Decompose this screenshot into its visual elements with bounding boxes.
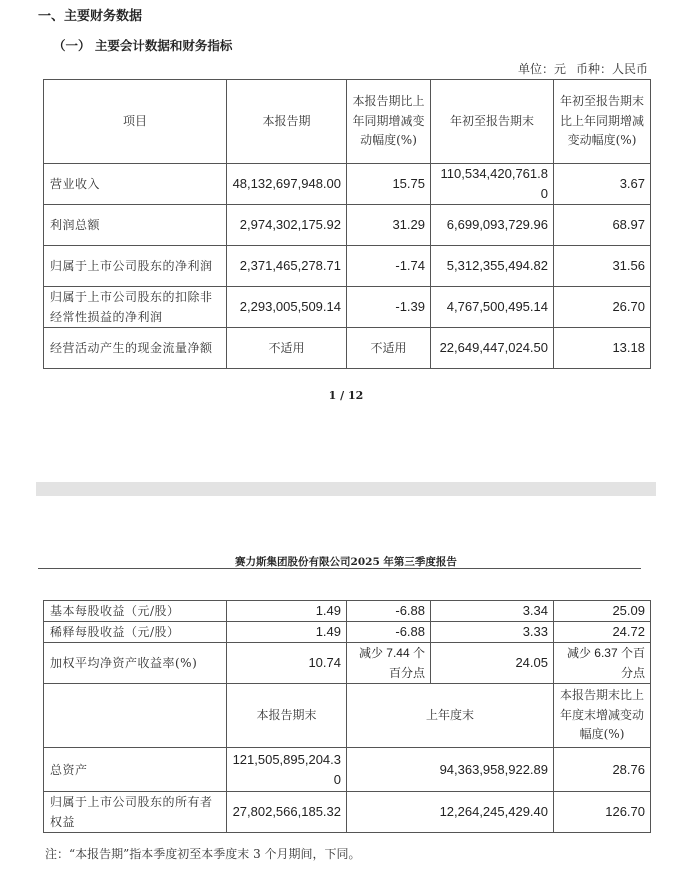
ytd-value: 4,767,500,495.14 bbox=[431, 287, 554, 328]
ytd-value: 22,649,447,024.50 bbox=[431, 328, 554, 369]
header-current-period: 本报告期 bbox=[227, 80, 347, 164]
current-value: 10.74 bbox=[227, 643, 347, 684]
balance-change: 28.76 bbox=[554, 748, 651, 792]
table-row bbox=[44, 164, 651, 205]
currency-label: 币种：人民币 bbox=[575, 62, 648, 76]
period-end-value: 27,802,566,185.32 bbox=[227, 792, 347, 833]
section-title: 一、主要财务数据 bbox=[38, 9, 143, 24]
page-header-title: 赛力斯集团股份有限公司2025 年第三季度报告 bbox=[235, 556, 457, 568]
ytd-value: 5,312,355,494.82 bbox=[431, 246, 554, 287]
current-change: -6.88 bbox=[347, 622, 431, 643]
current-value: 1.49 bbox=[227, 622, 347, 643]
balance-change: 126.70 bbox=[554, 792, 651, 833]
row-label: 总资产 bbox=[44, 748, 227, 792]
footnote: 注：“本报告期”指本季度初至本季度末 3 个月期间，下同。 bbox=[45, 847, 361, 861]
row-label: 营业收入 bbox=[44, 164, 227, 205]
ytd-change: 3.67 bbox=[554, 164, 651, 205]
current-change: -1.74 bbox=[347, 246, 431, 287]
table-row bbox=[44, 287, 651, 328]
continued-financial-data-table bbox=[43, 600, 651, 833]
current-value: 2,371,465,278.71 bbox=[227, 246, 347, 287]
row-label: 归属于上市公司股东的所有者权益 bbox=[44, 792, 227, 833]
table-row bbox=[44, 205, 651, 246]
table-row bbox=[44, 748, 651, 792]
header-ytd: 年初至报告期末 bbox=[431, 80, 554, 164]
subsection-title: （一） 主要会计数据和财务指标 bbox=[53, 38, 233, 53]
unit-currency-line bbox=[400, 60, 648, 77]
header-balance-change: 本报告期末比上年度末增减变动幅度(%) bbox=[554, 684, 651, 748]
blank-header-cell bbox=[44, 684, 227, 748]
row-label: 基本每股收益（元/股） bbox=[44, 601, 227, 622]
current-value: 1.49 bbox=[227, 601, 347, 622]
balance-header-row bbox=[44, 684, 651, 748]
page-separator bbox=[36, 482, 656, 496]
header-item: 项目 bbox=[44, 80, 227, 164]
ytd-change: 68.97 bbox=[554, 205, 651, 246]
current-value: 2,293,005,509.14 bbox=[227, 287, 347, 328]
row-label: 归属于上市公司股东的扣除非经常性损益的净利润 bbox=[44, 287, 227, 328]
current-change: -1.39 bbox=[347, 287, 431, 328]
ytd-value: 3.34 bbox=[431, 601, 554, 622]
ytd-change: 减少 6.37 个百分点 bbox=[554, 643, 651, 684]
current-change: 不适用 bbox=[347, 328, 431, 369]
ytd-change: 13.18 bbox=[554, 328, 651, 369]
table-row bbox=[44, 622, 651, 643]
prior-year-end-value: 94,363,958,922.89 bbox=[347, 748, 554, 792]
table-row bbox=[44, 792, 651, 833]
ytd-change: 31.56 bbox=[554, 246, 651, 287]
current-change: 15.75 bbox=[347, 164, 431, 205]
row-label: 利润总额 bbox=[44, 205, 227, 246]
table-header-row bbox=[44, 80, 651, 164]
unit-label: 单位：元 bbox=[517, 62, 566, 76]
row-label: 稀释每股收益（元/股） bbox=[44, 622, 227, 643]
header-prior-year-end: 上年度末 bbox=[347, 684, 554, 748]
current-value: 不适用 bbox=[227, 328, 347, 369]
period-end-value: 121,505,895,204.30 bbox=[227, 748, 347, 792]
current-value: 2,974,302,175.92 bbox=[227, 205, 347, 246]
ytd-change: 25.09 bbox=[554, 601, 651, 622]
ytd-value: 24.05 bbox=[431, 643, 554, 684]
header-rule bbox=[38, 568, 641, 569]
current-change: 31.29 bbox=[347, 205, 431, 246]
header-ytd-change: 年初至报告期末比上年同期增减变动幅度(%) bbox=[554, 80, 651, 164]
row-label: 归属于上市公司股东的净利润 bbox=[44, 246, 227, 287]
current-value: 48,132,697,948.00 bbox=[227, 164, 347, 205]
table-row bbox=[44, 601, 651, 622]
current-change: -6.88 bbox=[347, 601, 431, 622]
main-financial-data-table bbox=[43, 79, 651, 369]
prior-year-end-value: 12,264,245,429.40 bbox=[347, 792, 554, 833]
current-change: 减少 7.44 个百分点 bbox=[347, 643, 431, 684]
ytd-value: 3.33 bbox=[431, 622, 554, 643]
table-row bbox=[44, 328, 651, 369]
page-indicator: 1 / 12 bbox=[328, 389, 364, 402]
row-label: 加权平均净资产收益率(%) bbox=[44, 643, 227, 684]
ytd-change: 26.70 bbox=[554, 287, 651, 328]
table-row bbox=[44, 246, 651, 287]
header-period-end: 本报告期末 bbox=[227, 684, 347, 748]
ytd-value: 6,699,093,729.96 bbox=[431, 205, 554, 246]
ytd-change: 24.72 bbox=[554, 622, 651, 643]
ytd-value: 110,534,420,761.80 bbox=[431, 164, 554, 205]
header-current-change: 本报告期比上年同期增减变动幅度(%) bbox=[347, 80, 431, 164]
row-label: 经营活动产生的现金流量净额 bbox=[44, 328, 227, 369]
table-row bbox=[44, 643, 651, 684]
